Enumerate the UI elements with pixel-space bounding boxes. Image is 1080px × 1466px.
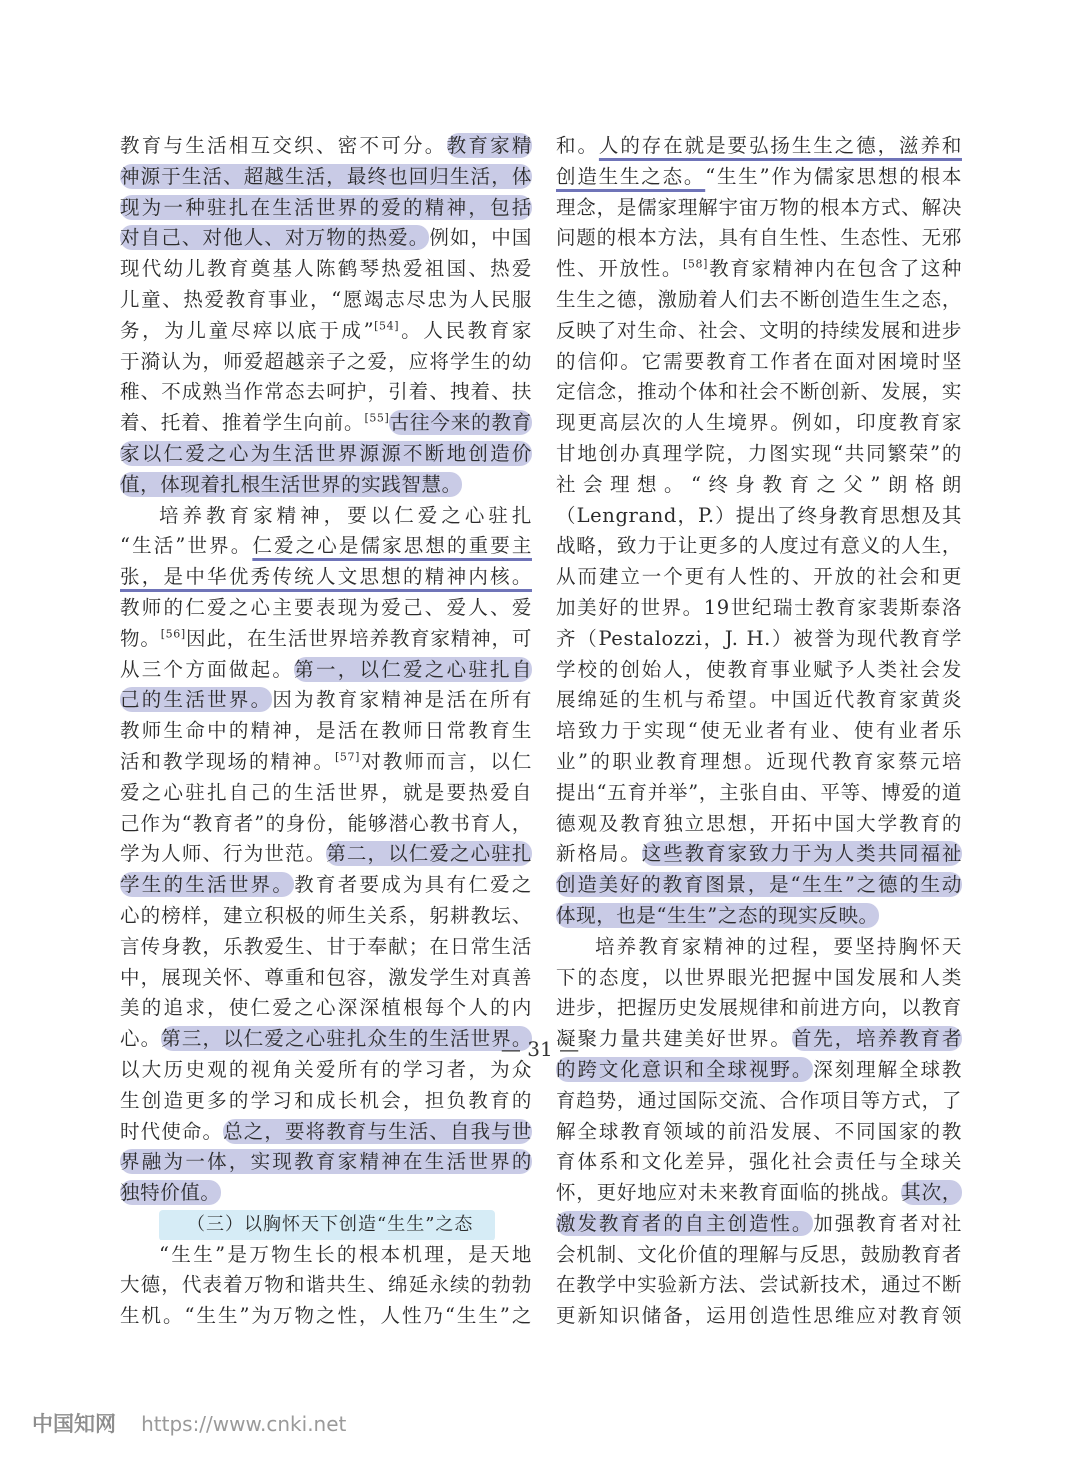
highlighted-text: 神源于生活、超越生活，最终也回归生活，体 — [120, 164, 532, 188]
text-run: 教育家精神内在包含了这种 — [708, 257, 962, 281]
text-run: 学为人师、行为世范。 — [120, 842, 327, 866]
highlighted-text: 界融为一体，实现教育家精神在生活世界的 — [120, 1150, 532, 1174]
text-line — [556, 809, 962, 840]
text-line — [120, 408, 532, 439]
text-run: 教师的仁爱之心主要表现为爱己、爱人、爱 — [120, 595, 532, 619]
text-line — [556, 901, 962, 932]
text-line — [120, 932, 532, 963]
text-run: 着、托着、推着学生向前。 — [120, 411, 365, 435]
highlighted-text: 第一，以仁爱之心驻扎自 — [294, 657, 532, 681]
text-run: 以大历史观的视角关爱所有的学习者，为众 — [120, 1057, 532, 1081]
highlighted-text: 总之，要将教育与生活、自我与世 — [223, 1119, 532, 1143]
text-run: 因此，在生活世界培养教育家精神，可 — [185, 626, 532, 650]
citation-ref: [55] — [364, 411, 390, 425]
text-line — [556, 562, 962, 593]
text-run: 从三个方面做起。 — [120, 657, 295, 681]
text-run: 培养教育家精神的过程，要坚持胸怀天 — [595, 934, 962, 958]
text-run: 学校的创始人，使教育事业赋予人类社会发 — [556, 657, 962, 681]
text-line — [556, 347, 962, 378]
text-run: 心。 — [120, 1027, 162, 1051]
footer-watermark — [32, 1408, 346, 1438]
text-run: 深刻理解全球教 — [813, 1057, 962, 1081]
text-line — [556, 870, 962, 901]
text-run: 新格局。 — [556, 842, 642, 866]
text-line — [120, 131, 532, 162]
text-line — [556, 377, 962, 408]
highlighted-text: 古往今来的教育 — [389, 411, 532, 435]
text-run: 战略，致力于让更多的人度过有意义的人生， — [556, 534, 962, 558]
highlighted-text: 体现，也是“生生”之态的现实反映。 — [556, 903, 879, 927]
text-line — [120, 470, 532, 501]
highlighted-text: 创造美好的教育图景，是“生生”之德的生动 — [556, 873, 962, 897]
text-run: 育趋势，通过国际交流、合作项目等方式，了 — [556, 1088, 962, 1112]
text-line — [120, 624, 532, 655]
text-line — [120, 747, 532, 778]
text-line — [120, 778, 532, 809]
text-run: 社会理想。“终身教育之父”朗格朗 — [556, 472, 962, 496]
text-run: 稚、不成熟当作常态去呵护，引着、拽着、扶 — [120, 380, 532, 404]
text-line — [120, 223, 532, 254]
highlighted-text: 激发教育者的自主创造性。 — [556, 1211, 814, 1235]
right-column — [556, 131, 962, 1332]
text-line — [556, 993, 962, 1024]
text-line — [556, 1209, 962, 1240]
text-run: （Lengrand，P.）提出了终身教育思想及其 — [556, 503, 962, 527]
text-run: 生机。“生生”为万物之性，人性乃“生生”之 — [120, 1304, 532, 1328]
text-run: 下的态度，以世界眼光把握中国发展和人类 — [556, 965, 962, 989]
highlighted-text: 独特价值。 — [120, 1181, 221, 1205]
text-run: 时代使命。 — [120, 1119, 224, 1143]
text-run: 进步，把握历史发展规律和前进方向，以教育 — [556, 996, 962, 1020]
text-line — [120, 870, 532, 901]
text-run: 心的榜样，建立积极的师生关系，躬耕教坛、 — [120, 903, 532, 927]
text-run: 加美好的世界。19世纪瑞士教育家裴斯泰洛 — [556, 595, 962, 619]
text-run: 培致力于实现“使无业者有业、使有业者乐 — [556, 719, 962, 743]
highlighted-text: 现为一种驻扎在生活世界的爱的精神，包括 — [120, 195, 532, 219]
text-line — [556, 439, 962, 470]
text-line — [120, 839, 532, 870]
underlined-text: 张，是中华优秀传统人文思想的精神内核。 — [120, 565, 532, 589]
text-run: 定信念，推动个体和社会不断创新、发展，实 — [556, 380, 962, 404]
text-run: 在教学中实验新方法、尝试新技术，通过不断 — [556, 1273, 962, 1297]
text-run: 爱之心驻扎自己的生活世界，就是要热爱自 — [120, 780, 532, 804]
text-run: 德观及教育独立思想，开拓中国大学教育的 — [556, 811, 962, 835]
text-line — [120, 377, 532, 408]
citation-ref: [56] — [160, 627, 186, 641]
text-run: 凝聚力量共建美好世界。 — [556, 1027, 792, 1051]
text-run: 于漪认为，师爱超越亲子之爱，应将学生的幼 — [120, 349, 532, 373]
text-line — [556, 408, 962, 439]
text-line — [120, 439, 532, 470]
text-line — [120, 716, 532, 747]
underlined-text: 仁爱之心是儒家思想的重要主 — [252, 534, 532, 558]
text-line — [556, 624, 962, 655]
left-column — [120, 131, 532, 1332]
text-run: 物。 — [120, 626, 161, 650]
text-run: 育体系和文化差异，强化社会责任与全球关 — [556, 1150, 962, 1174]
text-line — [556, 131, 962, 162]
text-line — [556, 716, 962, 747]
text-line — [556, 1086, 962, 1117]
text-run: 从而建立一个更有人性的、开放的社会和更 — [556, 565, 962, 589]
text-line — [120, 593, 532, 624]
highlighted-text: 家以仁爱之心为生活世界源源不断地创造价 — [120, 441, 532, 465]
text-line — [556, 254, 962, 285]
text-run: 美的追求，使仁爱之心深深植根每个人的内 — [120, 996, 532, 1020]
citation-ref: [54] — [374, 319, 400, 333]
cnki-logo: 中国知网 — [32, 1412, 116, 1436]
text-run: 。人民教育家 — [399, 318, 532, 342]
text-run: 教师生命中的精神，是活在教师日常教育生 — [120, 719, 532, 743]
text-run: 理念，是儒家理解宇宙万物的根本方式、解决 — [556, 195, 962, 219]
text-line — [556, 285, 962, 316]
text-run: “生活”世界。 — [120, 534, 253, 558]
text-line — [120, 901, 532, 932]
text-line — [120, 685, 532, 716]
cnki-url[interactable]: https://www.cnki.net — [141, 1412, 347, 1436]
highlighted-text: 的跨文化意识和全球视野。 — [556, 1057, 814, 1081]
text-run: 儿童、热爱教育事业，“愿竭志尽忠为人民服 — [120, 287, 532, 311]
text-line — [120, 347, 532, 378]
highlighted-text: 值，体现着扎根生活世界的实践智慧。 — [120, 472, 462, 496]
text-run: 现代幼儿教育奠基人陈鹤琴热爱祖国、热爱 — [120, 257, 532, 281]
text-line — [556, 932, 962, 963]
text-line — [556, 593, 962, 624]
highlighted-text: 己的生活世界。 — [120, 688, 273, 712]
highlighted-text: 第三，以仁爱之心驻扎众生的生活世界。 — [161, 1027, 532, 1051]
text-run: 的信仰。它需要教育工作者在面对困境时坚 — [556, 349, 962, 373]
text-run: 加强教育者对社 — [813, 1211, 962, 1235]
text-run: 己作为“教育者”的身份，能够潜心教书育人， — [120, 811, 532, 835]
text-run: 教育者要成为具有仁爱之 — [294, 873, 532, 897]
text-line — [556, 778, 962, 809]
text-line — [556, 839, 962, 870]
text-run: 言传身教，乐教爱生、甘于奉献；在日常生活 — [120, 934, 532, 958]
text-line — [556, 1117, 962, 1148]
text-run: 大德，代表着万物和谐共生、绵延永续的勃勃 — [120, 1273, 532, 1297]
highlighted-text: 第二，以仁爱之心驻扎 — [326, 842, 532, 866]
text-line — [556, 747, 962, 778]
page-number: — 31 — — [500, 1037, 580, 1061]
text-run: 性、开放性。 — [556, 257, 684, 281]
text-line — [120, 963, 532, 994]
text-run: 提出“五育并举”，主张自由、平等、博爱的道 — [556, 780, 962, 804]
text-line — [120, 655, 532, 686]
text-run: 对教师而言，以仁 — [359, 749, 532, 773]
text-line — [556, 316, 962, 347]
text-run: 怀，更好地应对未来教育面临的挑战。 — [556, 1181, 902, 1205]
text-line — [556, 1147, 962, 1178]
text-run: 甘地创办真理学院，力图实现“共同繁荣”的 — [556, 441, 962, 465]
text-line — [556, 501, 962, 532]
text-line — [120, 1086, 532, 1117]
text-line — [556, 1301, 962, 1332]
highlighted-text: 对自己、对他人、对万物的热爱。 — [120, 226, 430, 250]
citation-ref: [58] — [683, 257, 708, 271]
underlined-text: 创造生生之态。 — [556, 164, 706, 188]
underlined-text: 人的存在就是要弘扬生生之德，滋养和 — [598, 134, 962, 157]
text-run: 齐（Pestalozzi，J. H.）被誉为现代教育学 — [556, 626, 962, 650]
text-line — [556, 470, 962, 501]
text-line — [556, 531, 962, 562]
text-line — [556, 162, 962, 193]
text-run: 活和教学现场的精神。 — [120, 749, 335, 773]
text-line — [556, 1178, 962, 1209]
text-line — [556, 685, 962, 716]
text-run: “生生”作为儒家思想的根本 — [705, 164, 962, 188]
highlighted-text: 这些教育家致力于为人类共同福祉 — [641, 842, 962, 866]
text-run: 会机制、文化价值的理解与反思，鼓励教育者 — [556, 1242, 962, 1266]
text-run: 解全球教育领域的前沿发展、不同国家的教 — [556, 1119, 962, 1143]
text-run: 例如，中国 — [429, 226, 532, 250]
text-run: 因为教育家精神是活在所有 — [272, 688, 532, 712]
text-run: 培养教育家精神，要以仁爱之心驻扎 — [159, 503, 532, 527]
text-line — [120, 562, 532, 593]
text-run: 生生之德，激励着人们去不断创造生生之态， — [556, 287, 962, 311]
text-line — [120, 1301, 532, 1332]
text-line — [120, 1240, 532, 1271]
text-line — [120, 254, 532, 285]
text-run: 教育与生活相互交织、密不可分。 — [120, 134, 447, 157]
text-line — [556, 655, 962, 686]
text-line — [556, 1270, 962, 1301]
text-line — [120, 285, 532, 316]
text-line — [120, 316, 532, 347]
text-line — [120, 1270, 532, 1301]
highlighted-text: 首先，培养教育者 — [791, 1027, 962, 1051]
section-heading: （三）以胸怀天下创造“生生”之态 — [159, 1210, 495, 1240]
text-run: 现更高层次的人生境界。例如，印度教育家 — [556, 411, 962, 435]
text-line — [556, 963, 962, 994]
highlighted-text: 其次， — [901, 1181, 962, 1205]
text-run: 展绵延的生机与希望。中国近代教育家黄炎 — [556, 688, 962, 712]
text-run: 生创造更多的学习和成长机会，担负教育的 — [120, 1088, 532, 1112]
text-run: 反映了对生命、社会、文明的持续发展和进步 — [556, 318, 962, 342]
text-line — [120, 162, 532, 193]
text-line — [556, 1240, 962, 1271]
text-line — [120, 993, 532, 1024]
text-line — [120, 1209, 532, 1240]
text-run: 务，为儿童尽瘁以底于成” — [120, 318, 375, 342]
text-line — [120, 1117, 532, 1148]
text-line — [556, 193, 962, 224]
text-run: 中，展现关怀、尊重和包容，激发学生对真善 — [120, 965, 532, 989]
highlighted-text: 学生的生活世界。 — [120, 873, 295, 897]
text-line — [120, 1178, 532, 1209]
text-run: 更新知识储备，运用创造性思维应对教育领 — [556, 1304, 962, 1328]
text-line — [120, 531, 532, 562]
text-line — [120, 193, 532, 224]
text-line — [120, 1147, 532, 1178]
citation-ref: [57] — [335, 750, 360, 764]
text-line — [120, 809, 532, 840]
text-run: 和。 — [556, 134, 599, 157]
highlighted-text: 教育家精 — [446, 134, 532, 157]
text-run: “生生”是万物生长的根本机理，是天地 — [159, 1242, 532, 1266]
text-run: 问题的根本方法，具有自生性、生态性、无邪 — [556, 226, 962, 250]
text-line — [120, 501, 532, 532]
text-line — [556, 223, 962, 254]
text-run: 业”的职业教育理想。近现代教育家蔡元培 — [556, 749, 962, 773]
